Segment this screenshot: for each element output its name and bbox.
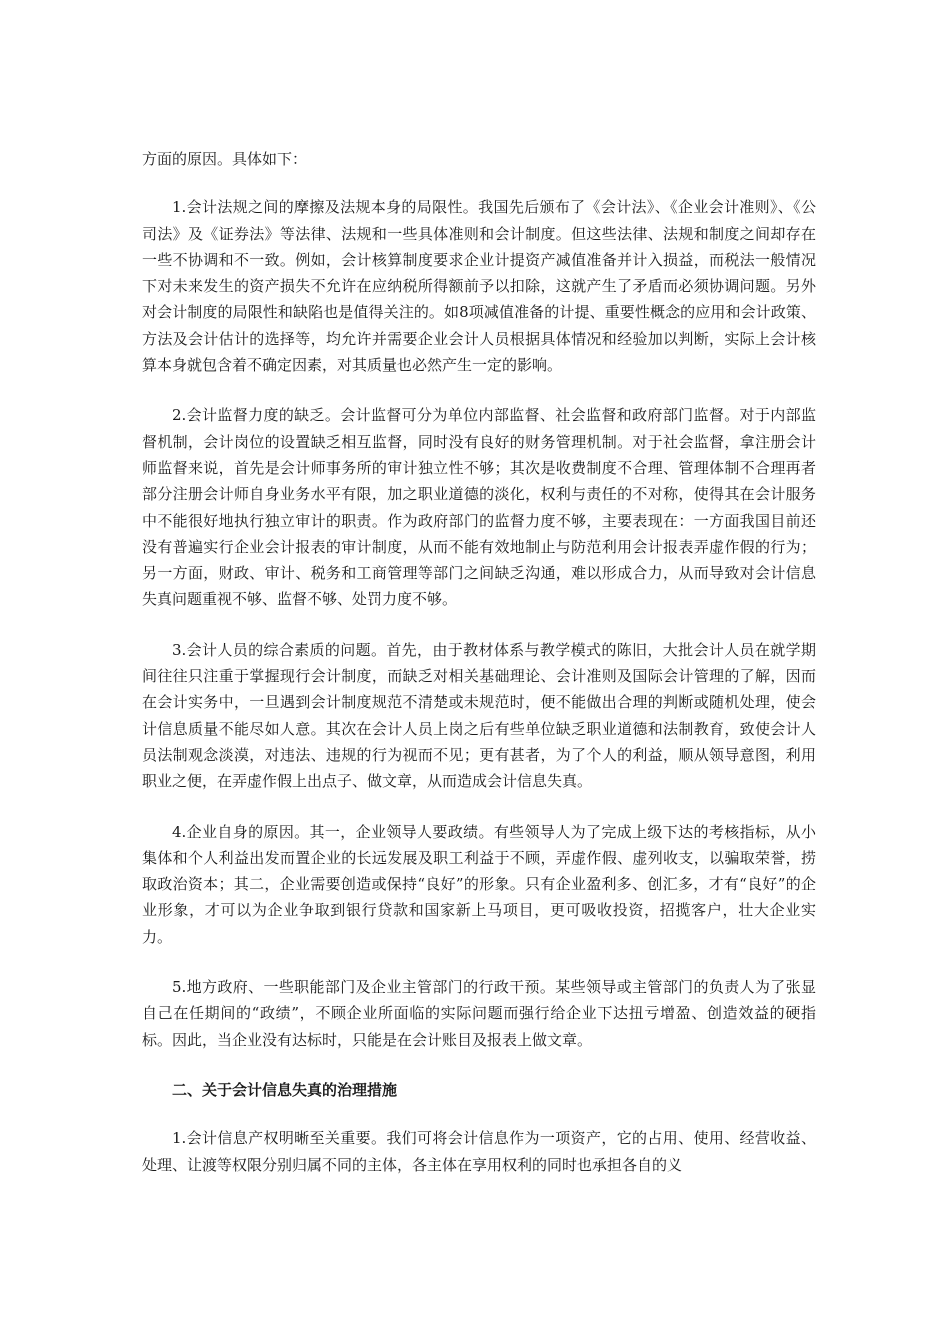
section-heading: 二、关于会计信息失真的治理措施 [172, 1080, 398, 1099]
paragraph-4: 4.企业自身的原因。其一，企业领导人要政绩。有些领导人为了完成上级下达的考核指标，从小集体和个人利益出发而置企业的长远发展及职工利益于不顾，弄虚作假、虚列收支，以骗取荣誉，捞取政治资本；其二，企业需要创造或保持“良好”的形象。只有企业盈利多、创汇多，才有“良好”的企业形象，才可以为企业争取到银行贷款和国家新上马项目，更可吸收投资，招揽客户，壮大企业实力。 [142, 822, 816, 946]
paragraph-3: 3.会计人员的综合素质的问题。首先，由于教材体系与教学模式的陈旧，大批会计人员在就学期间往往只注重于掌握现行会计制度，而缺乏对相关基础理论、会计准则及国际会计管理的了解，因而在会计实务中，一旦遇到会计制度规范不清楚或未规范时，便不能做出合理的判断或随机处理，使会计信息质量不能尽如人意。其次在会计人员上岗之后有些单位缺乏职业道德和法制教育，致使会计人员法制观念淡漠，对违法、违规的行为视而不见；更有甚者，为了个人的利益，顺从领导意图，利用职业之便，在弄虚作假上出点子、做文章，从而造成会计信息失真。 [142, 640, 816, 791]
document-page [142, 146, 816, 1202]
paragraph-5: 5.地方政府、一些职能部门及企业主管部门的行政干预。某些领导或主管部门的负责人为了张显自己在任期间的“政绩”，不顾企业所面临的实际问题而强行给企业下达扭亏增盈、创造效益的硬指标。因此，当企业没有达标时，只能是在会计账目及报表上做文章。 [142, 978, 816, 1049]
intro-paragraph: 方面的原因。具体如下： [142, 150, 308, 168]
section-paragraph-1: 1.会计信息产权明晰至关重要。我们可将会计信息作为一项资产，它的占用、使用、经营收益、处理、让渡等权限分别归属不同的主体，各主体在享用权利的同时也承担各自的义 [142, 1129, 816, 1174]
paragraph-2: 2.会计监督力度的缺乏。会计监督可分为单位内部监督、社会监督和政府部门监督。对于内部监督机制，会计岗位的设置缺乏相互监督，同时没有良好的财务管理机制。对于社会监督，拿注册会计师监督来说，首先是会计师事务所的审计独立性不够；其次是收费制度不合理、管理体制不合理再者部分注册会计师自身业务水平有限，加之职业道德的淡化，权利与责任的不对称，使得其在会计服务中不能很好地执行独立审计的职责。作为政府部门的监督力度不够，主要表现在：一方面我国目前还没有普遍实行企业会计报表的审计制度，从而不能有效地制止与防范利用会计报表弄虚作假的行为；另一方面，财政、审计、税务和工商管理等部门之间缺乏沟通，难以形成合力，从而导致对会计信息失真问题重视不够、监督不够、处罚力度不够。 [142, 406, 816, 609]
paragraph-1: 1.会计法规之间的摩擦及法规本身的局限性。我国先后颁布了《会计法》、《企业会计准则》、《公司法》及《证券法》等法律、法规和一些具体准则和会计制度。但这些法律、法规和制度之间却存在一些不协调和不一致。例如，会计核算制度要求企业计提资产减值准备并计入损益，而税法一般情况下对未来发生的资产损失不允许在应纳税所得额前予以扣除，这就产生了矛盾而必须协调问题。另外对会计制度的局限性和缺陷也是值得关注的。如8项减值准备的计提、重要性概念的应用和会计政策、方法及会计估计的选择等，均允许并需要企业会计人员根据具体情况和经验加以判断，实际上会计核算本身就包含着不确定因素，对其质量也必然产生一定的影响。 [142, 198, 816, 375]
